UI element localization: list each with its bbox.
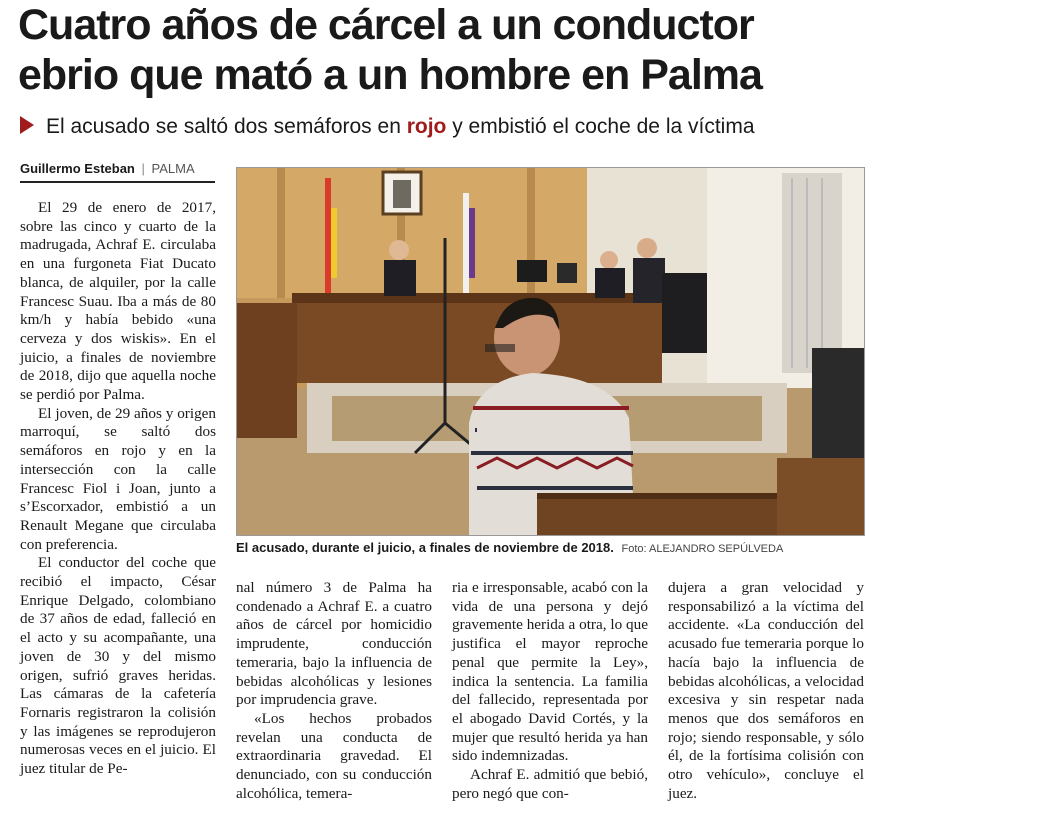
byline — [20, 161, 215, 183]
headline — [18, 0, 1038, 100]
subhead-highlight: rojo — [406, 115, 447, 138]
paragraph: dujera a gran velocidad y responsabilizó a la víctima del accidente. «La conducción del acusado fue temeraria porque lo hacía bajo la influencia de bebidas alcohólicas, a velocidad excesiva y sin respetar nada menos que dos semáforos en rojo; siendo responsable, y sólo él, de la fortísima colisión con otro vehículo», concluye el juez. — [668, 579, 864, 802]
paragraph: El joven, de 29 años y origen marroquí, se saltó dos semáforos en rojo y en la intersección con la calle Francesc Fiol i Joan, junto a s’Escorxador, embistió a un Renault Megane que circulaba con preferencia. — [20, 404, 216, 553]
article-column-2 — [236, 579, 432, 803]
triangle-bullet-icon — [20, 116, 34, 134]
headline-line-1: Cuatro años de cárcel a un conductor — [18, 1, 754, 49]
paragraph: ria e irresponsable, acabó con la vida de una persona y dejó gravemente herida a otra, lo que justifica el mayor reproche penal que permite la Ley», indica la sentencia. La familia del fallecido, representada por el abogado David Cortés, y la mujer que resultó herida ya han sido indemnizadas. — [452, 579, 648, 765]
paragraph: El 29 de enero de 2017, sobre las cinco y cuarto de la madrugada, Achraf E. circulaba en una furgoneta Fiat Ducato blanca, de alquiler, por la calle Francesc Suau. Iba a más de 80 km/h y había bebido «una cerveza y dos wiskis». En el juicio, a finales de noviembre de 2018, dijo que aquella noche se perdió por Palma. — [20, 199, 216, 404]
paragraph: «Los hechos probados revelan una conducta de extraordinaria gravedad. El denunciado, con su conducción alcohólica, temera- — [236, 709, 432, 802]
caption-text: El acusado, durante el juicio, a finales de noviembre de 2018. — [236, 540, 614, 555]
subheadline — [20, 112, 1040, 142]
courtroom-illustration — [237, 168, 864, 535]
byline-place: PALMA — [151, 161, 195, 176]
paragraph: El conductor del coche que recibió el impacto, César Enrique Delgado, colombiano de 37 años de edad, falleció en el acto y su acompañante, una joven de 30 y del mismo origen, sufrió graves heridas. Las cámaras de la cafetería Fornaris registraron la colisión y las imágenes se reprodujeron numerosas veces en el juicio. El juez titular de Pe- — [20, 554, 216, 778]
photo-credit: Foto: ALEJANDRO SEPÚLVEDA — [621, 543, 784, 555]
article-column-1 — [20, 199, 216, 779]
headline-line-2: ebrio que mató a un hombre en Palma — [18, 51, 762, 99]
paragraph: nal número 3 de Palma ha condenado a Achraf E. a cuatro años de cárcel por homicidio imprudente, conducción temeraria, bajo la influencia de bebidas alcohólicas y lesiones por imprudencia grave. — [236, 579, 432, 709]
subhead-text-before: El acusado se saltó dos semáforos en — [46, 115, 407, 138]
paragraph: Achraf E. admitió que bebió, pero negó que con- — [452, 766, 648, 802]
courtroom-photo — [236, 167, 865, 536]
article-column-4 — [668, 579, 864, 803]
subhead-text-after: y embistió el coche de la víctima — [446, 115, 755, 138]
byline-author: Guillermo Esteban — [20, 161, 135, 176]
article-column-3 — [452, 579, 648, 803]
photo-caption — [236, 540, 863, 555]
byline-separator: | — [141, 161, 145, 176]
